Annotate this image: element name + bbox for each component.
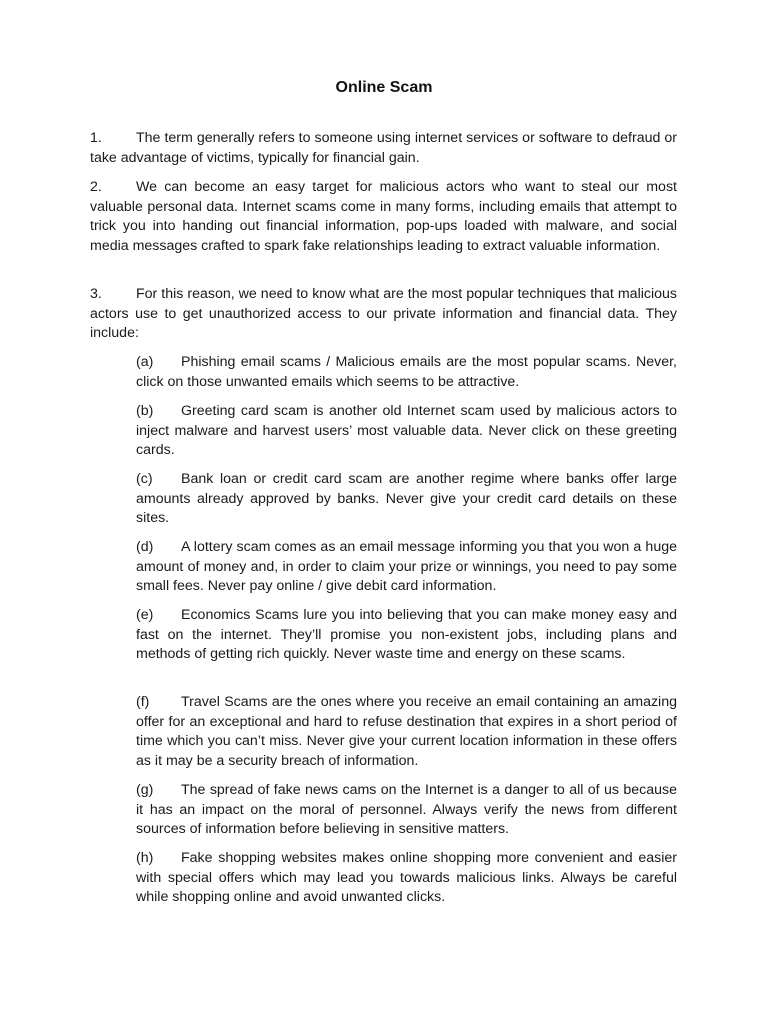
paragraph-3 [90,285,677,344]
item-text: Phishing email scams / Malicious emails are the most popular scams. Never, click on those unwanted emails which seems to be attractive. [136,354,677,390]
item-label: (h) [136,850,154,866]
item-text: The spread of fake news cams on the Internet is a danger to all of us because it has an impact on the moral of personnel. Always verify the news from different sources of information before believing in sensitive matters. [136,782,677,837]
list-item-h [136,849,677,908]
item-text: Bank loan or credit card scam are another regime where banks offer large amounts already approved by banks. Never give your credit card details on these sites. [136,471,677,526]
paragraph-text: The term generally refers to someone using internet services or software to defraud or take advantage of victims, typically for financial gain. [90,130,677,166]
paragraph-number: 1. [90,130,102,146]
paragraph-number: 2. [90,179,102,195]
item-label: (e) [136,607,154,623]
document-title: Online Scam [335,79,433,96]
list-item-b [136,402,677,461]
item-text: Travel Scams are the ones where you receive an email containing an amazing offer for an exceptional and hard to refuse destination that expires in a short period of time which you can’t miss. Never give your current location information in these offers as it may be a security breach of information. [136,694,677,769]
item-text: A lottery scam comes as an email message informing you that you won a huge amount of money and, in order to claim your prize or winnings, you need to pay some small fees. Never pay online / give debit card information. [136,539,677,594]
list-item-g [136,781,677,840]
item-label: (f) [136,694,150,710]
paragraph-text: We can become an easy target for malicious actors who want to steal our most valuable personal data. Internet scams come in many forms, including emails that attempt to trick you into handing out financial information, pop-ups loaded with malware, and social media messages crafted to spark fake relationships leading to extract valuable information. [90,179,677,254]
list-item-d [136,538,677,597]
item-text: Greeting card scam is another old Internet scam used by malicious actors to inject malware and harvest users’ most valuable data. Never click on these greeting cards. [136,403,677,458]
list-item-a [136,353,677,392]
paragraph-2 [90,178,677,256]
list-item-c [136,470,677,529]
item-text: Economics Scams lure you into believing that you can make money easy and fast on the internet. They’ll promise you non-existent jobs, including plans and methods of getting rich quickly. Never waste time and energy on these scams. [136,607,677,662]
list-item-e [136,606,677,665]
item-label: (g) [136,782,154,798]
item-label: (a) [136,354,154,370]
list-item-f [136,693,677,771]
paragraph-1 [90,129,677,168]
item-text: Fake shopping websites makes online shopping more convenient and easier with special offers which may lead you towards malicious links. Always be careful while shopping online and avoid unwanted clicks. [136,850,677,905]
paragraph-text: For this reason, we need to know what are the most popular techniques that malicious actors use to get unauthorized access to our private information and financial data. They include: [90,286,677,341]
paragraph-number: 3. [90,286,102,302]
item-label: (b) [136,403,154,419]
item-label: (d) [136,539,154,555]
item-label: (c) [136,471,153,487]
